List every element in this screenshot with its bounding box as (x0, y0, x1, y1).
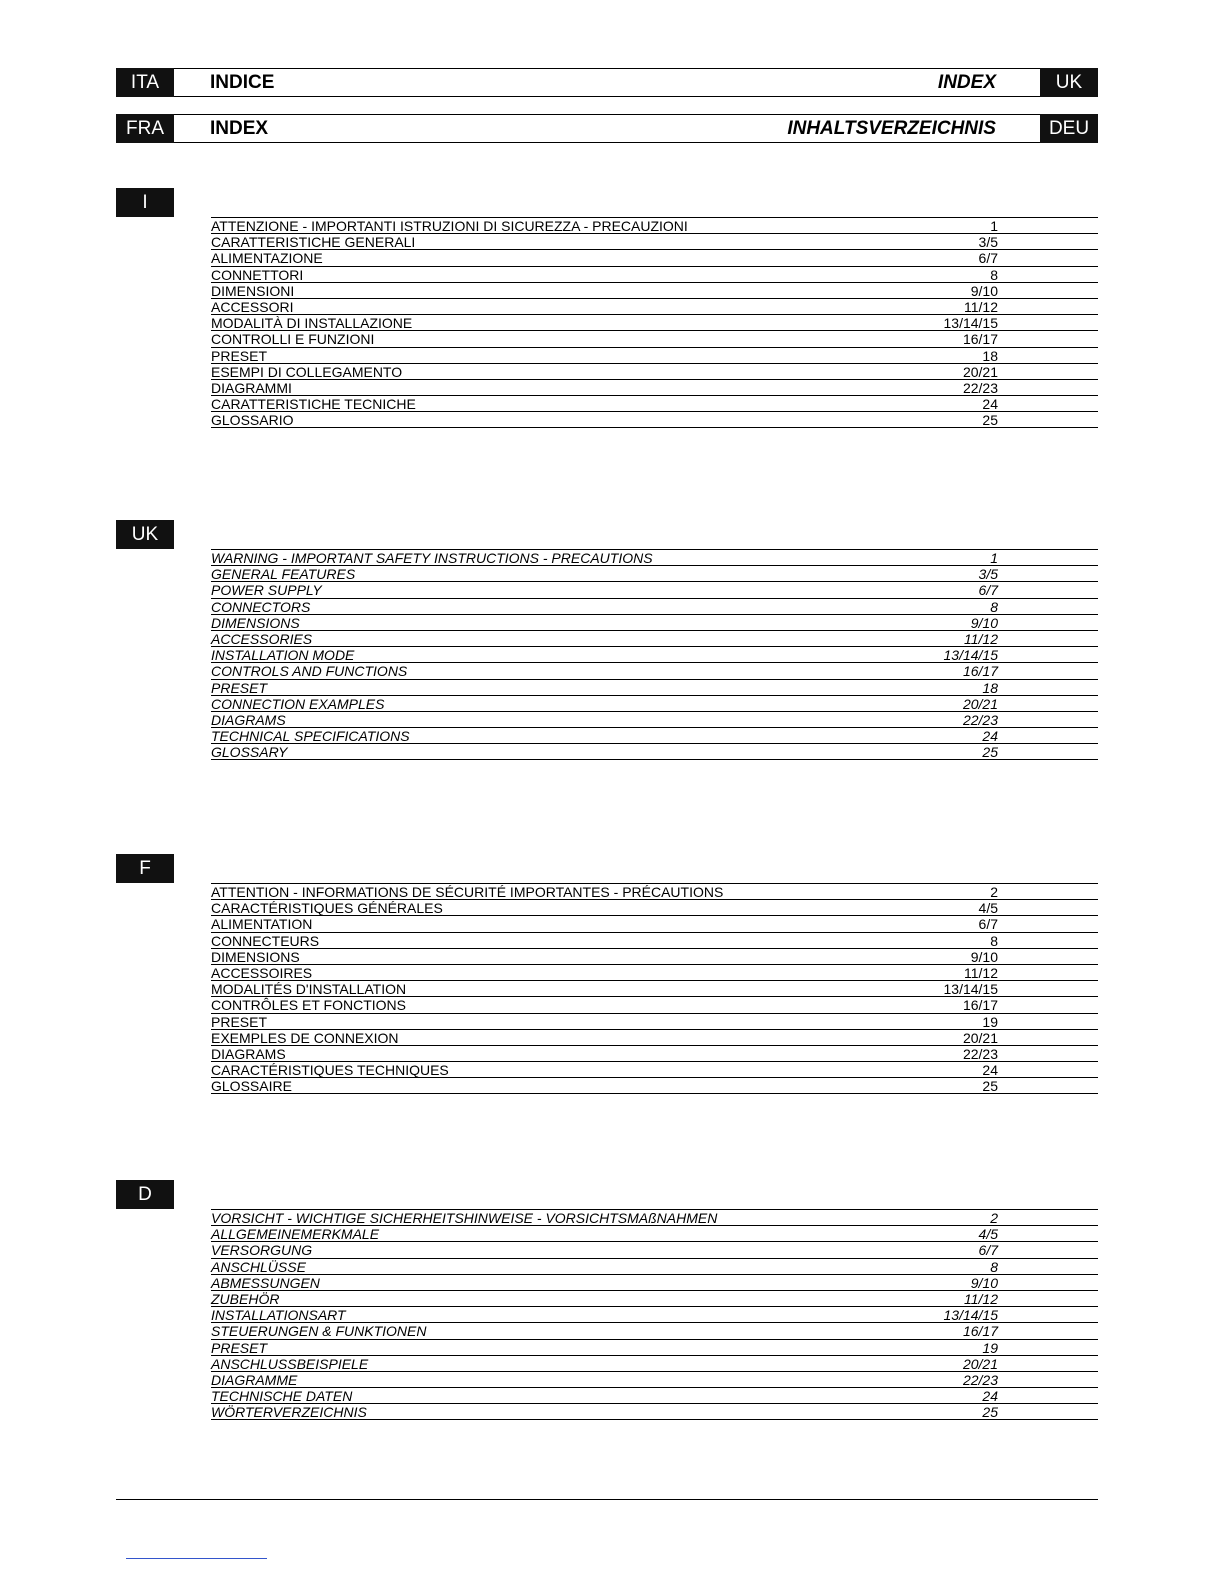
toc-entry-label: ALIMENTAZIONE (211, 250, 323, 267)
section-lang-tag: F (116, 854, 174, 883)
toc-row (211, 550, 1098, 566)
toc-entry-label: VERSORGUNG (211, 1242, 313, 1259)
toc-entry-page: 9/10 (970, 948, 998, 965)
toc-row (211, 1078, 1098, 1094)
toc-entry-page: 22/23 (962, 1045, 998, 1062)
toc-entry-label: ZUBEHÖR (211, 1290, 280, 1307)
toc-entry-label: DIMENSIONI (211, 282, 295, 299)
toc-entry-page: 22/23 (962, 711, 998, 728)
toc-row (211, 696, 1098, 712)
toc-entry-label: DIAGRAMS (211, 711, 286, 728)
toc-entry-page: 1 (990, 550, 998, 566)
toc-entry-page: 3/5 (978, 234, 998, 251)
toc-entry-label: ANSCHLUSSBEISPIELE (211, 1355, 369, 1372)
toc-entry-label: CONNECTEURS (211, 932, 320, 949)
toc-entry-label: ANSCHLÜSSE (211, 1258, 306, 1275)
toc-entry-label: DIMENSIONS (211, 614, 300, 631)
toc-entry-page: 24 (982, 1062, 998, 1079)
toc-row (211, 267, 1098, 283)
toc-entry-page: 2 (990, 1210, 998, 1226)
toc-list (211, 217, 1098, 428)
toc-entry-label: TECHNICAL SPECIFICATIONS (211, 728, 410, 745)
toc-entry-label: ATTENTION - INFORMATIONS DE SÉCURITÉ IMPORTANTES - PRÉCAUTIONS (211, 884, 724, 900)
toc-row (211, 1307, 1098, 1323)
toc-row (211, 566, 1098, 582)
toc-entry-page: 20/21 (962, 363, 998, 380)
toc-entry-page: 18 (982, 347, 998, 364)
toc-row (211, 315, 1098, 331)
toc-row (211, 1356, 1098, 1372)
toc-row (211, 744, 1098, 760)
toc-entry-page: 24 (982, 1388, 998, 1405)
header-title-index: INDEX (937, 72, 996, 93)
toc-entry-page: 11/12 (964, 298, 998, 315)
header-fra-deu (116, 114, 1098, 143)
header-title-inhaltsverzeichnis: INHALTSVERZEICHNIS (787, 118, 996, 139)
toc-row (211, 712, 1098, 728)
toc-entry-page: 13/14/15 (943, 981, 998, 998)
toc-entry-page: 4/5 (978, 1226, 998, 1243)
toc-entry-page: 13/14/15 (943, 647, 998, 664)
toc-entry-label: PRESET (211, 1013, 268, 1030)
toc-entry-label: DIAGRAMS (211, 1045, 286, 1062)
toc-row (211, 1210, 1098, 1226)
toc-row (211, 965, 1098, 981)
toc-entry-page: 19 (982, 1013, 998, 1030)
toc-entry-page: 16/17 (962, 331, 998, 348)
toc-row (211, 1226, 1098, 1242)
toc-entry-label: TECHNISCHE DATEN (211, 1388, 353, 1405)
toc-entry-label: GENERAL FEATURES (211, 566, 356, 583)
toc-row (211, 599, 1098, 615)
toc-row (211, 997, 1098, 1013)
toc-entry-label: STEUERUNGEN & FUNKTIONEN (211, 1323, 427, 1340)
toc-row (211, 348, 1098, 364)
toc-entry-page: 8 (990, 932, 998, 949)
toc-row (211, 1372, 1098, 1388)
toc-entry-label: CONNECTION EXAMPLES (211, 695, 385, 712)
toc-entry-label: PRESET (211, 347, 268, 364)
toc-entry-label: POWER SUPPLY (211, 582, 322, 599)
toc-row (211, 631, 1098, 647)
toc-row (211, 1259, 1098, 1275)
toc-entry-page: 25 (982, 1404, 998, 1421)
footer-divider (116, 1499, 1098, 1500)
toc-row (211, 380, 1098, 396)
toc-entry-page: 2 (990, 884, 998, 900)
toc-entry-label: INSTALLATION MODE (211, 647, 355, 664)
toc-entry-page: 6/7 (978, 250, 998, 267)
toc-row (211, 234, 1098, 250)
toc-row (211, 1404, 1098, 1420)
toc-entry-page: 16/17 (962, 663, 998, 680)
toc-row (211, 680, 1098, 696)
toc-entry-label: CARATTERISTICHE TECNICHE (211, 396, 416, 413)
lang-tag-fra: FRA (116, 114, 174, 143)
toc-row (211, 884, 1098, 900)
section-lang-tag: D (116, 1180, 174, 1209)
toc-row (211, 933, 1098, 949)
toc-row (211, 283, 1098, 299)
toc-entry-page: 3/5 (978, 566, 998, 583)
toc-entry-page: 20/21 (962, 695, 998, 712)
toc-entry-label: ACCESSORI (211, 298, 294, 315)
toc-entry-page: 11/12 (964, 964, 998, 981)
toc-entry-label: ACCESSORIES (211, 630, 313, 647)
header-title-indice: INDICE (210, 72, 275, 93)
toc-entry-label: MODALITÉS D'INSTALLATION (211, 981, 407, 998)
lang-tag-ita: ITA (116, 68, 174, 97)
toc-entry-page: 9/10 (970, 614, 998, 631)
lang-tag-uk: UK (1040, 68, 1098, 97)
toc-row (211, 364, 1098, 380)
footer-link-underline (126, 1558, 267, 1559)
toc-row (211, 412, 1098, 428)
toc-entry-page: 18 (982, 679, 998, 696)
toc-entry-page: 8 (990, 266, 998, 283)
toc-row (211, 582, 1098, 598)
section-lang-tag: UK (116, 520, 174, 549)
header-bar (174, 114, 1040, 143)
toc-entry-label: CARACTÉRISTIQUES TECHNIQUES (211, 1062, 449, 1079)
toc-row (211, 299, 1098, 315)
toc-entry-label: CONNECTORS (211, 598, 311, 615)
toc-entry-page: 13/14/15 (943, 315, 998, 332)
toc-entry-label: VORSICHT - WICHTIGE SICHERHEITSHINWEISE - VORSICHTSMAßNAHMEN (211, 1210, 718, 1226)
toc-entry-label: WARNING - IMPORTANT SAFETY INSTRUCTIONS - PRECAUTIONS (211, 550, 653, 566)
toc-entry-page: 16/17 (962, 997, 998, 1014)
toc-row (211, 1014, 1098, 1030)
toc-entry-label: DIMENSIONS (211, 948, 300, 965)
toc-entry-label: PRESET (211, 679, 268, 696)
toc-entry-label: CARACTÉRISTIQUES GÉNÉRALES (211, 900, 443, 917)
toc-entry-page: 8 (990, 598, 998, 615)
toc-row (211, 1291, 1098, 1307)
toc-list (211, 883, 1098, 1094)
toc-row (211, 396, 1098, 412)
toc-entry-label: ALLGEMEINEMERKMALE (211, 1226, 380, 1243)
toc-entry-label: DIAGRAMME (211, 1371, 298, 1388)
toc-entry-page: 19 (982, 1339, 998, 1356)
toc-entry-label: ESEMPI DI COLLEGAMENTO (211, 363, 403, 380)
toc-entry-page: 6/7 (978, 916, 998, 933)
toc-row (211, 916, 1098, 932)
toc-entry-page: 13/14/15 (943, 1307, 998, 1324)
section-lang-tag: I (116, 188, 174, 217)
toc-entry-page: 8 (990, 1258, 998, 1275)
toc-row (211, 331, 1098, 347)
toc-entry-page: 24 (982, 728, 998, 745)
toc-row (211, 1323, 1098, 1339)
toc-row (211, 647, 1098, 663)
header-ita-uk (116, 68, 1098, 97)
toc-entry-label: GLOSSAIRE (211, 1078, 292, 1095)
toc-row (211, 728, 1098, 744)
toc-entry-page: 9/10 (970, 1274, 998, 1291)
toc-entry-page: 16/17 (962, 1323, 998, 1340)
toc-entry-page: 25 (982, 1078, 998, 1095)
toc-row (211, 1275, 1098, 1291)
toc-row (211, 949, 1098, 965)
toc-entry-label: ACCESSOIRES (211, 964, 313, 981)
header-bar (174, 68, 1040, 97)
toc-row (211, 1340, 1098, 1356)
toc-entry-page: 9/10 (970, 282, 998, 299)
toc-entry-label: CONNETTORI (211, 266, 304, 283)
toc-entry-label: GLOSSARIO (211, 412, 294, 429)
toc-entry-page: 22/23 (962, 1371, 998, 1388)
toc-entry-page: 11/12 (964, 1290, 998, 1307)
toc-list (211, 549, 1098, 760)
toc-row (211, 1242, 1098, 1258)
toc-entry-page: 11/12 (964, 630, 998, 647)
toc-entry-page: 1 (990, 218, 998, 234)
toc-entry-page: 25 (982, 412, 998, 429)
toc-entry-label: MODALITÀ DI INSTALLAZIONE (211, 315, 413, 332)
toc-entry-label: INSTALLATIONSART (211, 1307, 346, 1324)
toc-list (211, 1209, 1098, 1420)
toc-entry-page: 6/7 (978, 582, 998, 599)
toc-entry-page: 4/5 (978, 900, 998, 917)
toc-entry-label: EXEMPLES DE CONNEXION (211, 1029, 399, 1046)
toc-entry-page: 20/21 (962, 1029, 998, 1046)
toc-row (211, 615, 1098, 631)
toc-row (211, 900, 1098, 916)
toc-row (211, 1388, 1098, 1404)
toc-entry-label: ABMESSUNGEN (211, 1274, 320, 1291)
toc-row (211, 981, 1098, 997)
lang-tag-deu: DEU (1040, 114, 1098, 143)
toc-entry-label: GLOSSARY (211, 744, 288, 761)
toc-entry-label: DIAGRAMMI (211, 379, 292, 396)
toc-entry-page: 24 (982, 396, 998, 413)
toc-entry-label: CARATTERISTICHE GENERALI (211, 234, 416, 251)
toc-entry-label: WÖRTERVERZEICHNIS (211, 1404, 367, 1421)
toc-entry-label: PRESET (211, 1339, 268, 1356)
toc-row (211, 218, 1098, 234)
toc-entry-page: 22/23 (962, 379, 998, 396)
toc-row (211, 663, 1098, 679)
toc-entry-label: ALIMENTATION (211, 916, 313, 933)
toc-entry-label: CONTROLLI E FUNZIONI (211, 331, 375, 348)
toc-entry-page: 6/7 (978, 1242, 998, 1259)
toc-entry-page: 25 (982, 744, 998, 761)
header-title-index-fr: INDEX (210, 118, 269, 139)
toc-entry-label: CONTROLS AND FUNCTIONS (211, 663, 408, 680)
toc-entry-label: ATTENZIONE - IMPORTANTI ISTRUZIONI DI SICUREZZA - PRECAUZIONI (211, 218, 688, 234)
toc-entry-page: 20/21 (962, 1355, 998, 1372)
toc-row (211, 1046, 1098, 1062)
toc-row (211, 1062, 1098, 1078)
toc-row (211, 250, 1098, 266)
toc-row (211, 1030, 1098, 1046)
toc-entry-label: CONTRÔLES ET FONCTIONS (211, 997, 406, 1014)
